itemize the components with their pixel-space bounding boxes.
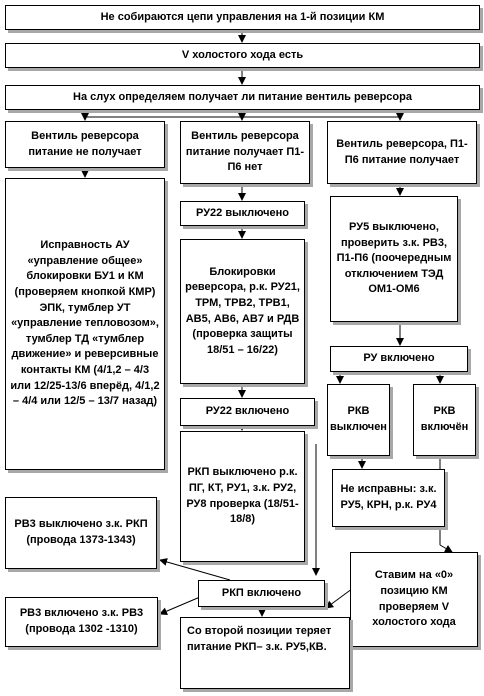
node-set-zero-position: Ставим на «0» позицию КМ проверяем V холостого хода [350, 552, 478, 647]
node-rkv-on: РКВ включён [413, 384, 476, 456]
node-cm-circuits-fail: Не собираются цепи управления на 1-й позиции КМ [5, 5, 480, 30]
node-ru5-off: РУ5 выключено, проверить з.к. РВ3, П1-П6 (поочередным отключением ТЭД ОМ1-ОМ6 [330, 196, 458, 322]
node-rkp-on: РКП включено [198, 580, 325, 607]
node-valve-power-no-p1p6: Вентиль реверсора питание получает П1-П6 нет [180, 121, 310, 184]
node-rv3-on: РВ3 включено з.к. РВ3 (провода 1302 -1310) [5, 597, 158, 647]
node-rkv-off: РКВ выключен [327, 384, 390, 456]
node-check-au-blocks: Исправность АУ «управление общее» блокировки БУ1 и КМ (проверяем кнопкой КМР) ЭПК, тумблер УТ «управление тепловозом», тумблер ТД «тумблер движение» и реверсивные контакты КМ (4/1,2 – 4/3 или 12/25-13/6 вперёд, 4/1,2 – 4/4 или 12/5 – 13/7 назад) [5, 178, 165, 470]
node-check-reverser-valve: На слух определяем получает ли питание вентиль реверсора [5, 85, 480, 110]
node-reverser-blocks: Блокировки реверсора, р.к. РУ21, ТРМ, ТРВ2, ТРВ1, АВ5, АВ6, АВ7 и РДВ (проверка защиты 18/51 – 16/22) [180, 239, 305, 384]
node-rv3-off: РВ3 выключено з.к. РКП (провода 1373-1343) [5, 497, 157, 569]
node-valve-power-p1p6: Вентиль реверсора, П1-П6 питание получает [327, 121, 477, 184]
node-ru-on: РУ включено [330, 346, 468, 372]
node-ru22-off: РУ22 выключено [180, 201, 305, 226]
node-faulty-ru5-krn: Не исправны: з.к. РУ5, КРН, р.к. РУ4 [332, 469, 445, 527]
node-rkp-loses-power: Со второй позиции теряет питание РКП– з.к. РУ5,КВ. [180, 617, 350, 689]
node-rkp-off: РКП выключено р.к. ПГ, КТ, РУ1, з.к. РУ2, РУ8 проверка (18/51- 18/8) [180, 431, 305, 562]
node-idle-voltage-present: V холостого хода есть [5, 43, 480, 68]
node-ru22-on: РУ22 включено [180, 398, 315, 426]
node-valve-no-power: Вентиль реверсора питание не получает [5, 121, 165, 168]
